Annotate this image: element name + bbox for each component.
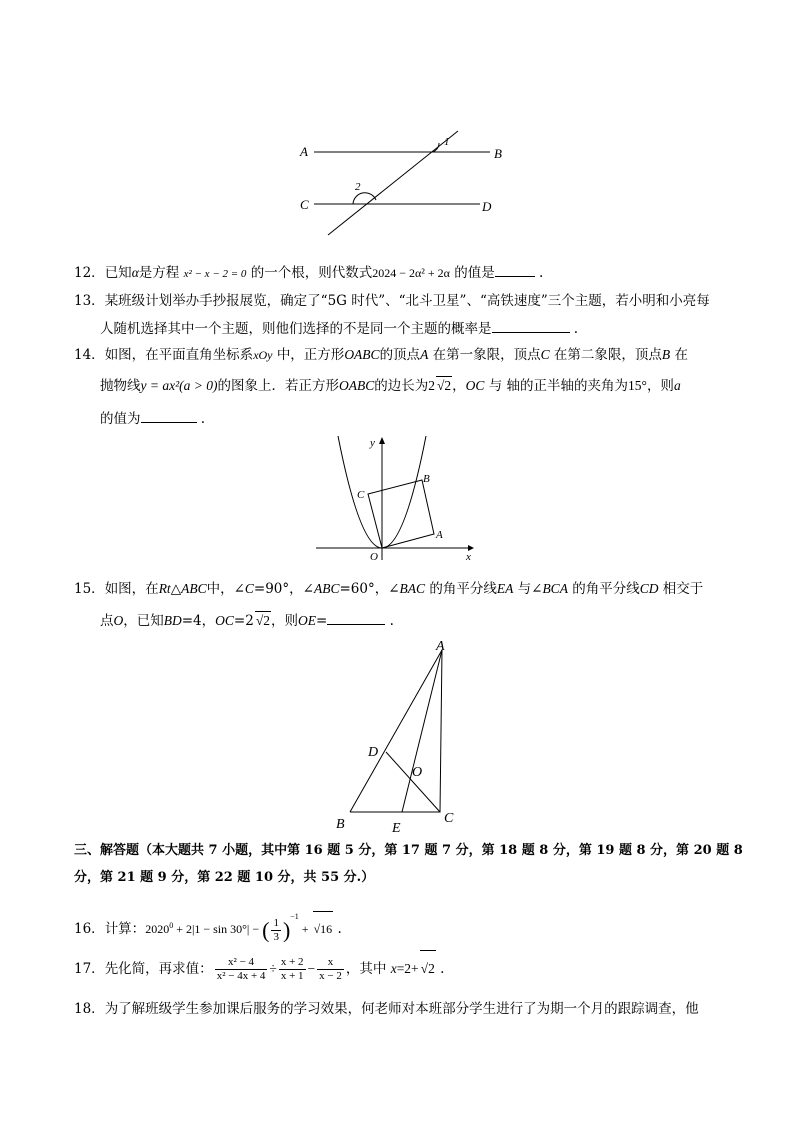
q14-t2h: ， [452,378,466,394]
section-3-text-2: 分，第 21 题 9 分，第 22 题 10 分，共 55 分.） [74,870,375,885]
q13-text-1: 某班级计划举办手抄报展览，确定了“5G 时代”、“北斗卫星”、“高铁速度”三个主题，若小明和小亮每 [104,293,710,309]
q14-t1j: B [661,347,671,362]
q15-t2e: =4， [181,613,216,629]
label-E: E [392,821,401,836]
q15-t2b: O [113,613,124,628]
q15-answer-blank[interactable] [327,610,385,625]
question-15-line-2 [100,610,394,630]
question-16 [74,900,342,943]
q13-end: . [573,321,579,337]
q15-t1e: 中，∠ [206,581,245,597]
q15-t1h: ABC [313,581,340,596]
q15-t1q: 相交于 [662,581,704,597]
axis-label-x: x [466,551,471,563]
q16-frac-bot: 3 [273,930,279,943]
q18-text-1: 为了解班级学生参加课后服务的学习效果，何老师对本班部分学生进行了为期一个月的跟踪调查，他 [104,1001,699,1017]
q15-t1i: =60°，∠ [339,581,400,597]
q17-fraction-2 [279,956,306,983]
question-17 [74,950,444,986]
q16-t3sup: −1 [290,912,299,921]
q17-label: 先化简，再求值： [104,961,213,977]
label-C: C [444,811,454,826]
q14-t1f: A [420,347,429,362]
q17-f1-bot: x² − 4x + 4 [216,970,266,982]
q14-sqrt2: √2 [437,378,452,393]
q15-t2i: ，则 [271,613,298,629]
q15-t2a: 点 [100,613,114,629]
q17-f1-top: x² − 4 [215,956,268,970]
label-A: A [436,639,445,654]
question-14-line-1 [74,346,688,364]
label-C: C [300,197,309,212]
q15-t1j: BAC [399,581,426,596]
label-C: C [357,489,365,501]
label-angle-1: 1 [444,136,450,148]
q17-f3-bot: x − 2 [319,970,342,982]
q18-number: 18． [74,1001,105,1017]
q16-t4: + [298,922,312,936]
q16-t2: + 2|1 − sin 30°| − [173,922,263,936]
q15-t1d: ABC [181,581,207,596]
label-B: B [423,473,430,485]
q13-number: 13． [74,293,105,309]
q15-t1b: Rt [158,581,171,596]
figure-parabola-square [312,432,482,564]
q14-number: 14． [74,347,105,363]
q16-t1: 2020 [145,922,170,936]
q12-text-1: 已知 [104,265,132,281]
question-12 [74,262,543,283]
question-14-line-2 [100,376,681,395]
section-3-text-1: 三、解答题（本大题共 7 小题，其中第 16 题 5 分，第 17 题 7 分，第 18 题 8 分，第 19 题 8 分，第 20 题 8 [74,843,743,858]
q14-t2k: 15° [628,378,647,393]
q17-end: . [440,961,445,977]
label-angle-2: 2 [355,181,361,193]
q14-t2f: 2 [428,378,435,393]
q14-t1g: 在第一象限，顶点 [432,347,541,363]
q14-t2l: ，则 [646,378,674,394]
q16-t1sup: 0 [169,921,174,930]
q14-t2g: 2 [444,378,452,393]
label-O: O [412,765,423,780]
q16-frac-top: 1 [273,916,279,929]
q17-fraction-1 [215,956,268,983]
q15-end: . [389,613,394,629]
question-13-line-1 [74,292,710,310]
question-18 [74,1000,699,1018]
label-O: O [370,551,378,563]
q16-number: 16． [74,921,105,937]
q15-t1g: =90°，∠ [253,581,314,597]
q13-text-2: 人随机选择其中一个主题，则他们选择的不是同一个主题的概率是 [100,321,492,337]
q14-end: . [200,411,206,427]
q15-sqrt2: √2 [255,613,270,628]
q14-t2c: 的图象上．若正方形 [217,378,339,394]
q16-sqrt-val: 16 [320,922,333,936]
q15-t2h: 2 [263,613,270,628]
q12-answer-blank[interactable] [495,262,535,277]
q17-cond3: =2+ [396,961,419,976]
q17-cond2: x [390,961,397,976]
q16-sqrt: √16 [313,911,334,946]
question-14-line-3 [100,408,205,428]
q16-fraction [271,917,281,944]
q15-t1a: 如图，在 [104,581,159,597]
label-B: B [336,817,345,832]
q14-t1k: 在 [674,347,688,363]
label-B: B [494,146,502,161]
axis-label-y: y [370,437,375,449]
q14-t1b: xOy [253,348,273,362]
q15-t1n: BCA [542,581,568,596]
q12-text-3: 的一个根，则代数式 [250,265,373,281]
q14-t1a: 如图，在平面直角坐标系 [104,347,254,363]
q14-t3a: 的值为 [100,411,141,427]
section-3-heading-line-1 [74,842,743,860]
q15-t2j: OE [298,613,316,628]
q17-number: 17． [74,961,105,977]
q15-t1p: CD [639,581,659,596]
q14-t1d: OABC [344,347,380,362]
q17-cond1: ，其中 [345,961,391,977]
q15-t1c: △ [170,581,182,597]
q15-t1f: C [244,581,254,596]
q17-cond4: 2 [428,961,435,976]
q14-t1c: 中，正方形 [276,347,345,363]
q15-t2f: OC [215,613,234,628]
figure-triangle-bisectors [328,636,468,836]
q15-number: 15． [74,581,105,597]
q15-t1k: 的角平分线 [429,581,497,597]
q17-op2: − [307,961,316,976]
q15-t1m: 与∠ [517,581,543,597]
q14-t2b: y = ax²(a > 0) [140,378,218,393]
label-D: D [368,745,379,760]
q12-number: 12． [74,265,105,281]
q14-t1i: 在第二象限，顶点 [553,347,662,363]
q12-expression: 2024 − 2α² + 2α [372,266,450,280]
q17-op1: ÷ [269,961,277,976]
q14-t2a: 抛物线 [100,378,141,394]
q14-answer-blank[interactable] [141,408,197,423]
q14-t1h: C [540,347,550,362]
question-15-line-1 [74,580,703,598]
q13-answer-blank[interactable] [492,318,570,333]
label-A: A [300,144,308,159]
label-A: A [436,529,443,541]
q17-f2-bot: x + 1 [280,970,304,982]
q16-formula: $2020^0 + 2|1 - \sin 30^\circ|$ − ( $\frac{1}{3}$ )$^{-1}$ + √16 [145,922,333,936]
q16-label: 计算： [104,921,146,937]
q15-t2c: ，已知 [123,613,164,629]
q14-t2i: OC [465,378,485,393]
q12-equation: x² − x − 2 = 0 [183,268,247,280]
q15-t1o: 的角平分线 [572,581,640,597]
q17-f3-top: x [317,956,344,970]
label-D: D [482,199,492,214]
q17-f2-top: x + 2 [280,956,304,968]
question-13-line-2 [100,318,578,338]
q15-t2k: = [316,613,328,629]
q14-t2d: OABC [339,378,375,393]
q15-t1l: EA [496,581,514,596]
q12-text-4: 的值是 [454,265,495,281]
q14-t2m: a [673,378,681,393]
figure-parallel-lines [290,128,510,238]
section-3-heading-line-2 [74,869,374,887]
q14-t2j: 与 轴的正半轴的夹角为 [488,378,629,394]
q15-t2g: =2 [233,613,254,629]
q12-alpha: α [131,265,139,280]
q17-sqrt: √2 [420,950,436,987]
q15-t2d: BD [163,613,182,628]
q14-t2e: 的边长为 [374,378,429,394]
q17-fraction-3 [317,956,344,983]
q12-end: . [539,265,544,281]
q12-text-2: 是方程 [138,265,180,281]
q16-end: . [337,921,342,937]
q14-t1e: 的顶点 [379,347,421,363]
